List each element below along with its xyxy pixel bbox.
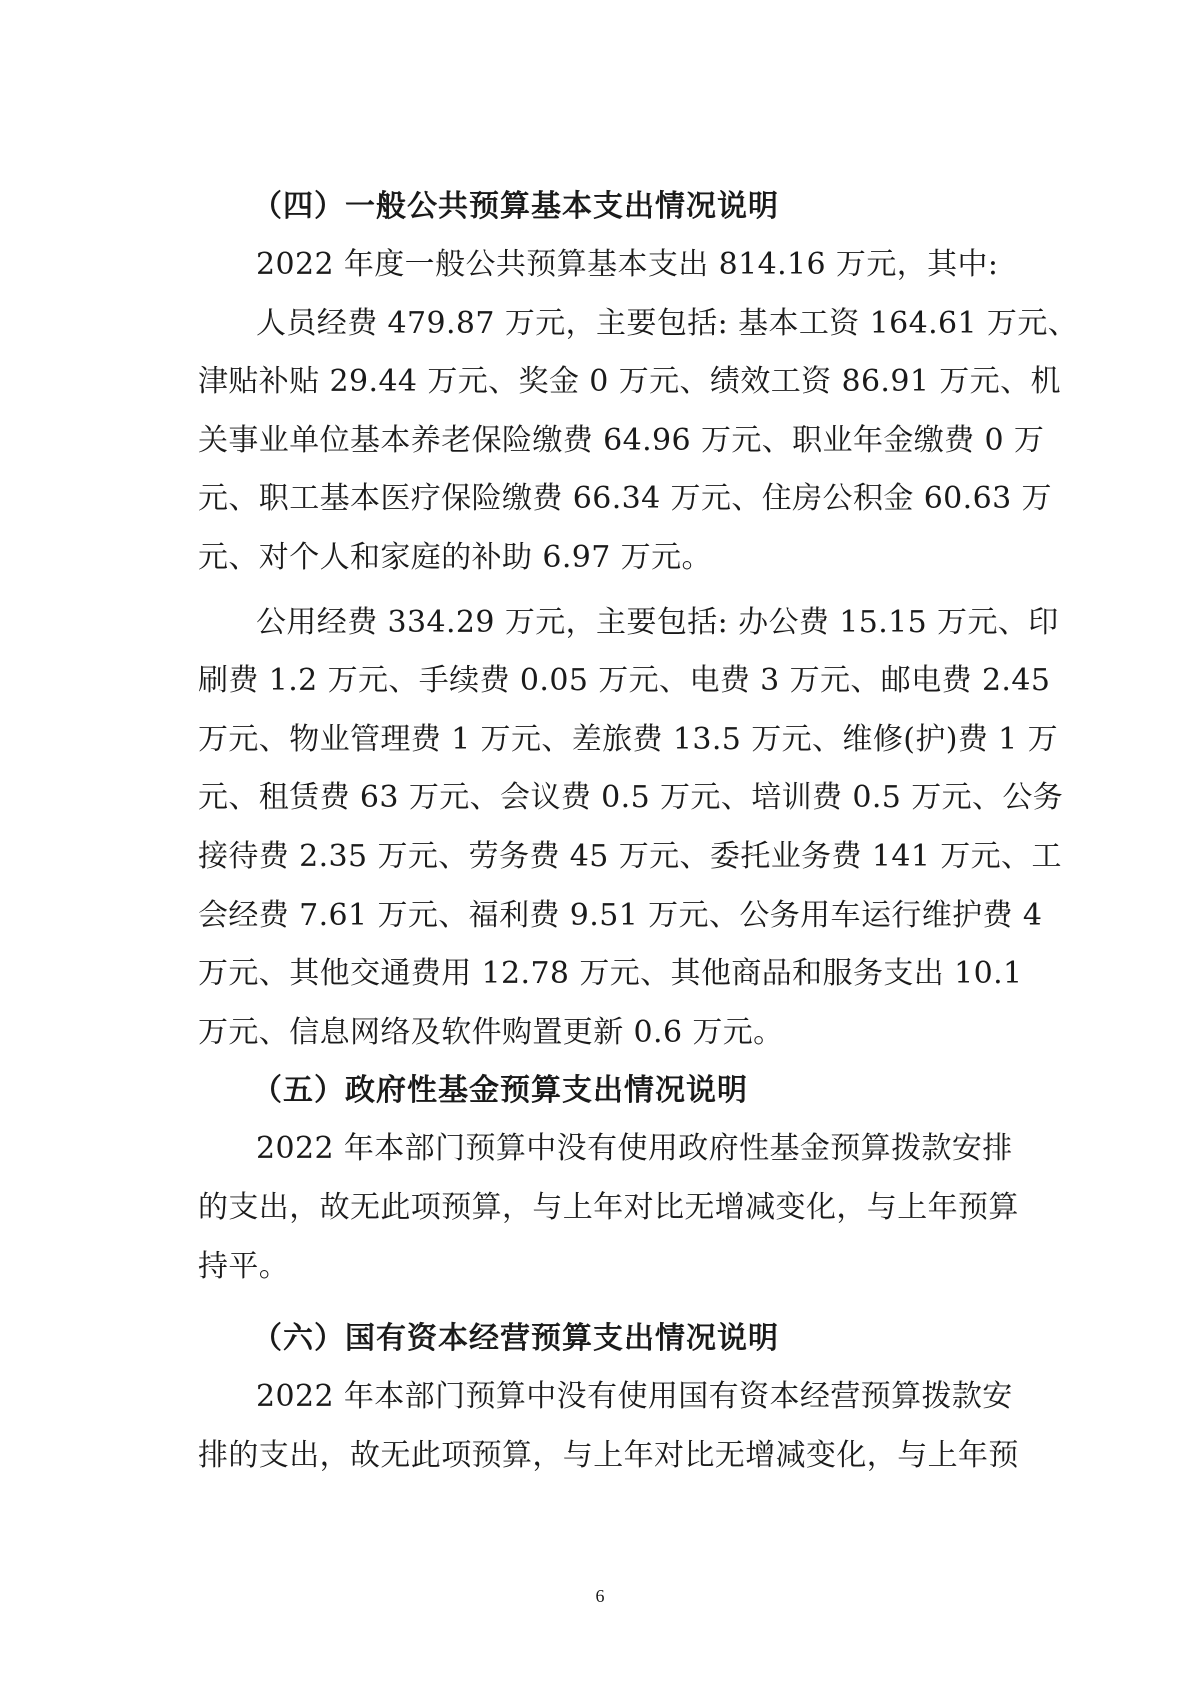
text-line: 津贴补贴 29.44 万元、奖金 0 万元、绩效工资 86.91 万元、机 — [198, 364, 1061, 400]
text-line: 万元、信息网络及软件购置更新 0.6 万元。 — [198, 1014, 784, 1050]
text-line: 2022 年度一般公共预算基本支出 814.16 万元，其中: — [256, 247, 999, 282]
section-heading-5: （五）政府性基金预算支出情况说明 — [252, 1073, 748, 1109]
text-line: 刷费 1.2 万元、手续费 0.05 万元、电费 3 万元、邮电费 2.45 — [198, 663, 1051, 699]
page-number: 6 — [595, 1586, 605, 1606]
text-line: 的支出，故无此项预算，与上年对比无增减变化，与上年预算 — [198, 1189, 1019, 1225]
text-line: 会经费 7.61 万元、福利费 9.51 万元、公务用车运行维护费 4 — [198, 897, 1043, 933]
paragraph-total-basic-expenditure — [198, 236, 1020, 295]
paragraph-public-expenses — [198, 594, 1064, 1063]
text-line: 万元、物业管理费 1 万元、差旅费 13.5 万元、维修(护)费 1 万 — [198, 721, 1058, 757]
text-line: 元、租赁费 63 万元、会议费 0.5 万元、培训费 0.5 万元、公务 — [198, 780, 1064, 816]
section-heading-6: （六）国有资本经营预算支出情况说明 — [252, 1321, 779, 1357]
paragraph-government-fund — [198, 1120, 1020, 1296]
text-line: 持平。 — [198, 1248, 290, 1284]
text-line: 万元、其他交通费用 12.78 万元、其他商品和服务支出 10.1 — [198, 956, 1023, 992]
text-line: 2022 年本部门预算中没有使用国有资本经营预算拨款安 — [256, 1379, 1013, 1415]
text-line: 2022 年本部门预算中没有使用政府性基金预算拨款安排 — [256, 1131, 1013, 1167]
text-line: 人员经费 479.87 万元，主要包括: 基本工资 164.61 万元、 — [256, 305, 1079, 341]
paragraph-state-capital — [198, 1368, 1020, 1485]
page-body — [198, 178, 1079, 1485]
section-heading-4: （四）一般公共预算基本支出情况说明 — [252, 189, 779, 224]
text-line: 关事业单位基本养老保险缴费 64.96 万元、职业年金缴费 0 万 — [198, 422, 1045, 458]
text-line: 公用经费 334.29 万元，主要包括: 办公费 15.15 万元、印 — [256, 604, 1059, 640]
text-line: 排的支出，故无此项预算，与上年对比无增减变化，与上年预 — [198, 1437, 1019, 1473]
paragraph-personnel-expenses — [198, 295, 1079, 588]
text-line: 接待费 2.35 万元、劳务费 45 万元、委托业务费 141 万元、工 — [198, 838, 1062, 874]
text-line: 元、职工基本医疗保险缴费 66.34 万元、住房公积金 60.63 万 — [198, 481, 1052, 517]
text-line: 元、对个人和家庭的补助 6.97 万元。 — [198, 539, 712, 575]
